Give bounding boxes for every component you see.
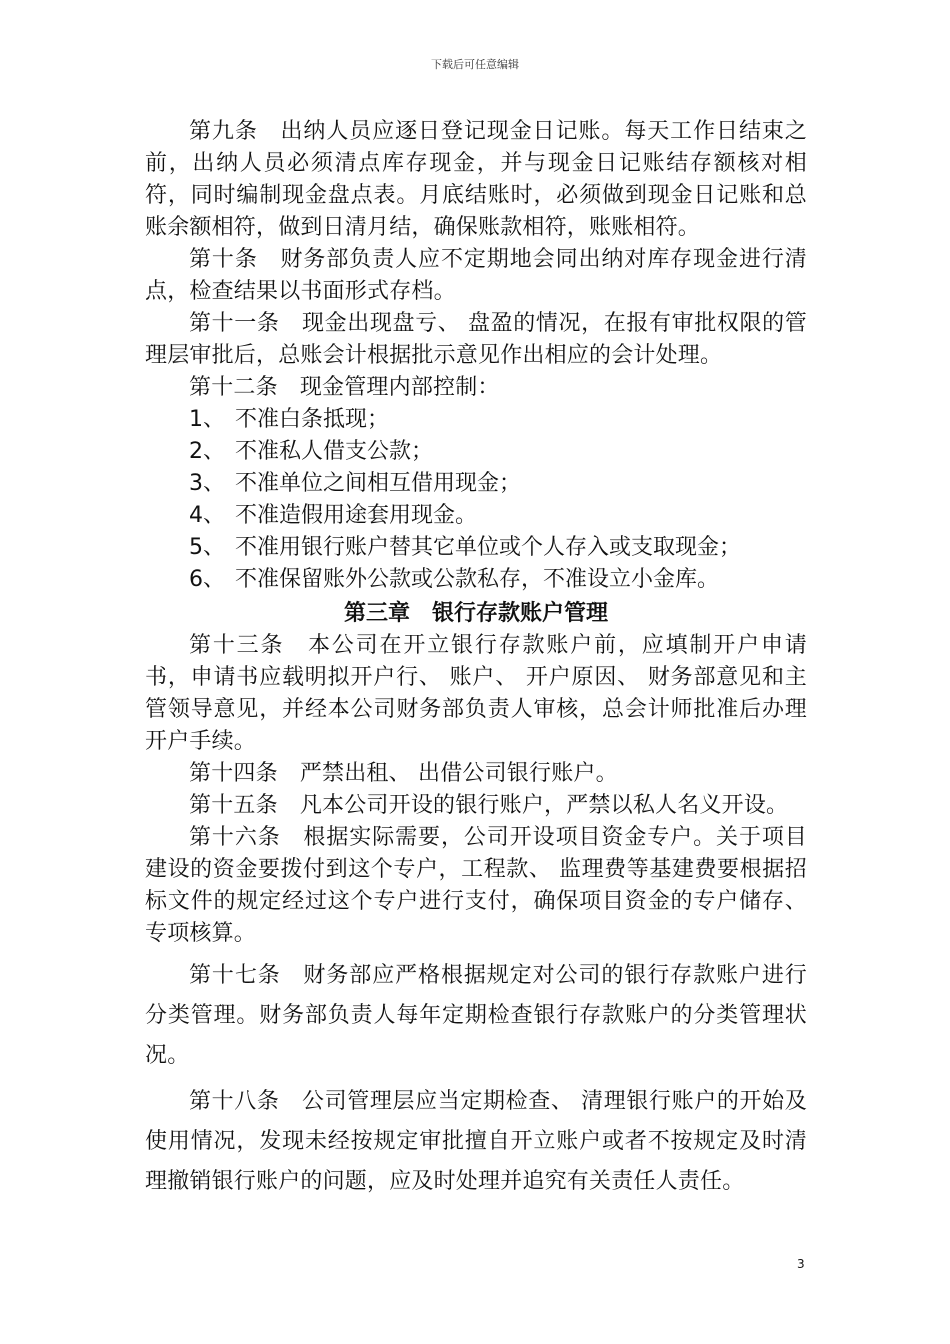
control-list [145,404,807,596]
article-label: 第十六条 [189,825,281,850]
article-label: 第十四条 [189,761,278,786]
list-text: 不准白条抵现； [235,407,390,432]
article-text: 公司管理层应当定期检查、 清理银行账户的开始及使用情况，发现未经按规定审批擅自开立账户或者不按规定及时清理撤销银行账户的问题，应及时处理并追究有关责任人责任。 [145,1089,807,1194]
article-label: 第十条 [189,247,258,272]
article-13 [145,630,807,758]
article-text: 现金管理内部控制： [299,375,500,400]
list-item [145,436,807,468]
article-12 [145,372,807,404]
list-number: 6、 [189,567,225,592]
article-text: 凡本公司开设的银行账户，严禁以私人名义开设。 [299,793,789,818]
list-item [145,500,807,532]
article-16 [145,822,807,950]
list-item [145,564,807,596]
article-11 [145,308,807,372]
list-text: 不准造假用途套用现金。 [235,503,478,528]
list-number: 3、 [189,471,225,496]
article-label: 第十八条 [189,1089,280,1114]
list-item [145,468,807,500]
article-text: 出纳人员应逐日登记现金日记账。每天工作日结束之前，出纳人员必须清点库存现金，并与现金日记账结存额核对相符，同时编制现金盘点表。月底结账时，必须做到现金日记账和总账余额相符，做到日清月结，确保账款相符，账账相符。 [145,119,807,240]
article-label: 第十一条 [189,311,280,336]
article-text: 财务部负责人应不定期地会同出纳对库存现金进行清点，检查结果以书面形式存档。 [145,247,807,304]
article-text: 本公司在开立银行存款账户前，应填制开户申请书，申请书应载明拟开户行、 账户、 开户原因、 财务部意见和主管领导意见，并经本公司财务部负责人审核，总会计师批准后办理开户手续。 [145,633,807,754]
list-number: 5、 [189,535,225,560]
article-18 [145,1082,807,1202]
article-label: 第十七条 [189,963,281,988]
chapter-title: 第三章 银行存款账户管理 [343,601,608,626]
article-15 [145,790,807,822]
article-14 [145,758,807,790]
list-text: 不准用银行账户替其它单位或个人存入或支取现金； [235,535,742,560]
list-item [145,404,807,436]
article-label: 第九条 [189,119,258,144]
article-17 [145,956,807,1076]
list-number: 4、 [189,503,225,528]
list-text: 不准保留账外公款或公款私存，不准设立小金库。 [235,567,720,592]
article-label: 第十五条 [189,793,278,818]
page-header: 下载后可任意编辑 [431,58,519,71]
page-number: 3 [797,1257,805,1271]
article-text: 严禁出租、 出借公司银行账户。 [299,761,618,786]
article-9 [145,116,807,244]
article-text: 根据实际需要，公司开设项目资金专户。关于项目建设的资金要拨付到这个专户，工程款、 监理费等基建费要根据招标文件的规定经过这个专户进行支付，确保项目资金的专户储存、 专项核算。 [145,825,807,946]
article-label: 第十三条 [189,633,285,658]
document-body [145,116,807,1202]
list-number: 2、 [189,439,225,464]
list-text: 不准私人借支公款； [235,439,434,464]
list-number: 1、 [189,407,225,432]
article-text: 现金出现盘亏、 盘盈的情况，在报有审批权限的管理层审批后，总账会计根据批示意见作出相应的会计处理。 [145,311,807,368]
article-label: 第十二条 [189,375,278,400]
list-item [145,532,807,564]
article-text: 财务部应严格根据规定对公司的银行存款账户进行分类管理。财务部负责人每年定期检查银行存款账户的分类管理状况。 [145,963,807,1068]
article-10 [145,244,807,308]
list-text: 不准单位之间相互借用现金； [235,471,522,496]
